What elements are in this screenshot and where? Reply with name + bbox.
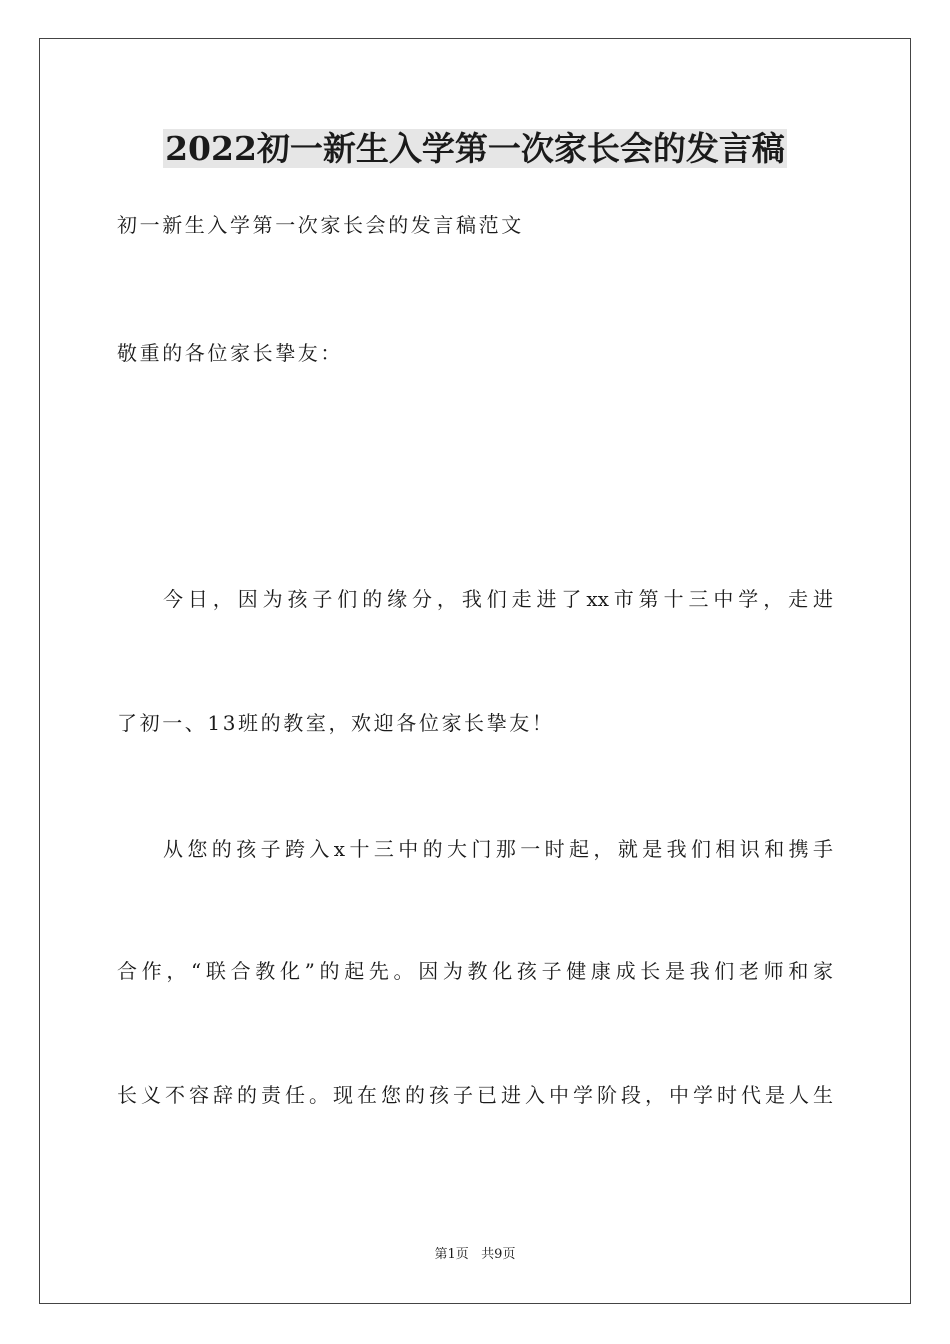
body-line-2: 了初一、13班的教室，欢迎各位家长挚友！ — [117, 711, 555, 735]
document-title — [0, 122, 950, 176]
body-line-1: 今日，因为孩子们的缘分，我们走进了xx市第十三中学，走进 — [163, 587, 833, 611]
body-line-5: 长义不容辞的责任。现在您的孩子已进入中学阶段，中学时代是人生 — [117, 1083, 833, 1107]
subtitle-line: 初一新生入学第一次家长会的发言稿范文 — [117, 213, 524, 237]
body-line-3: 从您的孩子跨入x十三中的大门那一时起，就是我们相识和携手 — [163, 837, 833, 861]
body-line-4: 合作，“联合教化”的起先。因为教化孩子健康成长是我们老师和家 — [117, 959, 833, 983]
title-text: 2022初一新生入学第一次家长会的发言稿 — [165, 129, 785, 168]
page-number-footer: 第1页 共9页 — [434, 1247, 516, 1262]
salutation-line: 敬重的各位家长挚友： — [117, 341, 343, 365]
